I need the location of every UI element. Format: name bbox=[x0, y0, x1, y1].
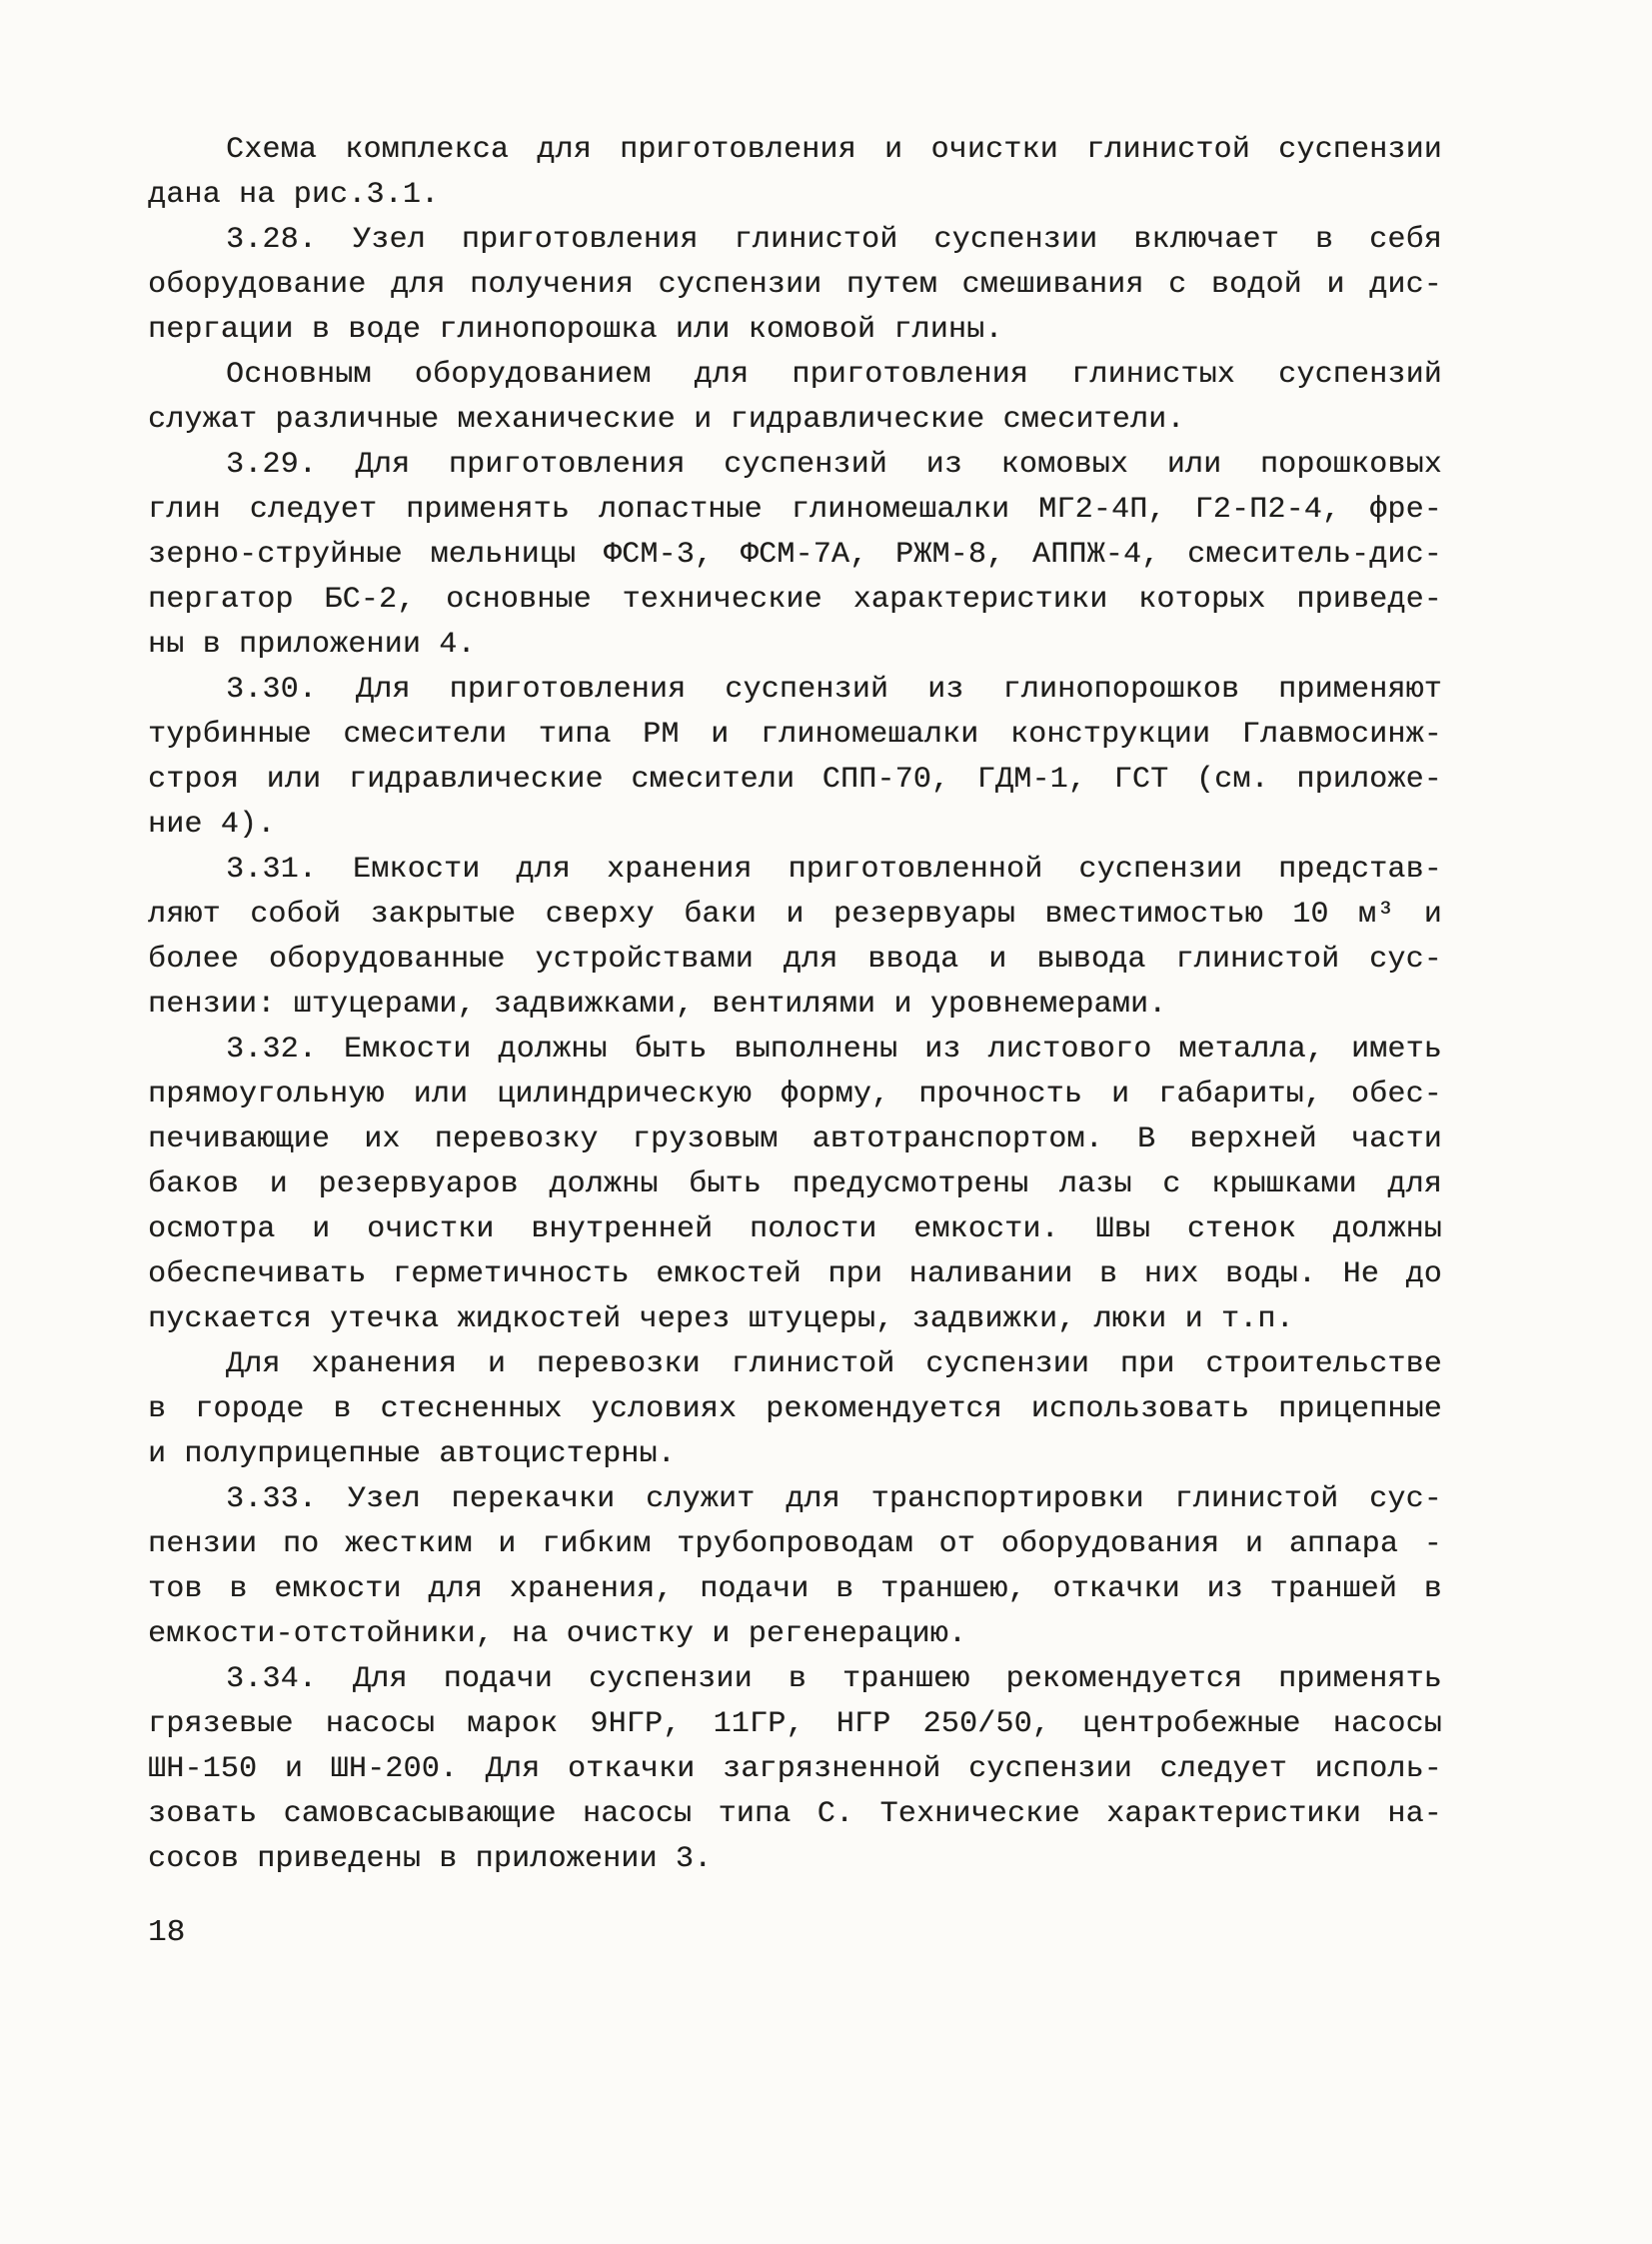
text-line: Схема комплекса для приготовления и очистки глинистой суспензии bbox=[226, 133, 1442, 167]
text-line: пензии по жестким и гибким трубопроводам от оборудования и аппара - bbox=[148, 1527, 1442, 1561]
paragraph bbox=[148, 668, 1442, 848]
paragraph bbox=[148, 218, 1442, 353]
text-line: глин следует применять лопастные глиномешалки МГ2-4П, Г2-П2-4, фре- bbox=[148, 493, 1442, 527]
text-line: ляют собой закрытые сверху баки и резервуары вместимостью 10 м³ и bbox=[148, 898, 1442, 932]
paragraph bbox=[148, 1342, 1442, 1477]
text-line: ШН-150 и ШН-200. Для откачки загрязненной суспензии следует исполь- bbox=[148, 1752, 1442, 1786]
text-line: дана на рис.3.1. bbox=[148, 178, 440, 212]
text-line: тов в емкости для хранения, подачи в траншею, откачки из траншей в bbox=[148, 1572, 1442, 1606]
paragraph bbox=[148, 1657, 1442, 1882]
text-line: зовать самовсасывающие насосы типа С. Технические характеристики на- bbox=[148, 1797, 1442, 1831]
text-line: прямоугольную или цилиндрическую форму, прочность и габариты, обес- bbox=[148, 1078, 1442, 1112]
text-line: 3.34. Для подачи суспензии в траншею рекомендуется применять bbox=[226, 1662, 1442, 1696]
text-line: Основным оборудованием для приготовления глинистых суспензий bbox=[226, 358, 1442, 392]
text-line: печивающие их перевозку грузовым автотранспортом. В верхней части bbox=[148, 1122, 1442, 1156]
paragraph bbox=[148, 353, 1442, 443]
text-line: строя или гидравлические смесители СПП-70, ГДМ-1, ГСТ (см. приложе- bbox=[148, 763, 1442, 797]
text-line: 3.30. Для приготовления суспензий из глинопорошков применяют bbox=[226, 673, 1442, 707]
paragraph bbox=[148, 1028, 1442, 1342]
text-line: 3.33. Узел перекачки служит для транспортировки глинистой сус- bbox=[226, 1482, 1442, 1516]
text-line: ны в приложении 4. bbox=[148, 628, 476, 662]
paragraph bbox=[148, 848, 1442, 1028]
text-line: пускается утечка жидкостей через штуцеры, задвижки, люки и т.п. bbox=[148, 1302, 1294, 1336]
text-line: Для хранения и перевозки глинистой суспензии при строительстве bbox=[226, 1347, 1442, 1381]
paragraph bbox=[148, 1477, 1442, 1657]
paragraph bbox=[148, 443, 1442, 668]
text-line: ние 4). bbox=[148, 808, 276, 842]
text-line: баков и резервуаров должны быть предусмотрены лазы с крышками для bbox=[148, 1167, 1442, 1201]
text-line: турбинные смесители типа РМ и глиномешалки конструкции Главмосинж- bbox=[148, 718, 1442, 752]
text-line: 3.32. Емкости должны быть выполнены из листового металла, иметь bbox=[226, 1033, 1442, 1067]
text-line: пензии: штуцерами, задвижками, вентилями и уровнемерами. bbox=[148, 988, 1167, 1022]
text-line: в городе в стесненных условиях рекомендуется использовать прицепные bbox=[148, 1392, 1442, 1426]
text-line: 3.29. Для приготовления суспензий из комовых или порошковых bbox=[226, 448, 1442, 482]
text-line: зерно-струйные мельницы ФСМ-3, ФСМ-7А, РЖМ-8, АППЖ-4, смеситель-дис- bbox=[148, 538, 1442, 572]
paragraph bbox=[148, 128, 1442, 218]
text-line: осмотра и очистки внутренней полости емкости. Швы стенок должны bbox=[148, 1212, 1442, 1246]
text-line: и полуприцепные автоцистерны. bbox=[148, 1437, 676, 1471]
document-body bbox=[148, 128, 1442, 1882]
text-line: грязевые насосы марок 9НГР, 11ГР, НГР 250/50, центробежные насосы bbox=[148, 1707, 1442, 1741]
text-line: сосов приведены в приложении 3. bbox=[148, 1842, 713, 1876]
text-line: пергации в воде глинопорошка или комовой глины. bbox=[148, 313, 1003, 347]
page-number: 18 bbox=[148, 1915, 186, 1950]
text-line: емкости-отстойники, на очистку и регенерацию. bbox=[148, 1617, 967, 1651]
text-line: обеспечивать герметичность емкостей при наливании в них воды. Не до bbox=[148, 1257, 1442, 1291]
text-line: оборудование для получения суспензии путем смешивания с водой и дис- bbox=[148, 268, 1442, 302]
text-line: служат различные механические и гидравлические смесители. bbox=[148, 403, 1185, 437]
text-line: 3.28. Узел приготовления глинистой суспензии включает в себя bbox=[226, 223, 1442, 257]
text-line: более оборудованные устройствами для ввода и вывода глинистой сус- bbox=[148, 943, 1442, 977]
text-line: пергатор БС-2, основные технические характеристики которых приведе- bbox=[148, 583, 1442, 617]
text-line: 3.31. Емкости для хранения приготовленной суспензии представ- bbox=[226, 853, 1442, 887]
